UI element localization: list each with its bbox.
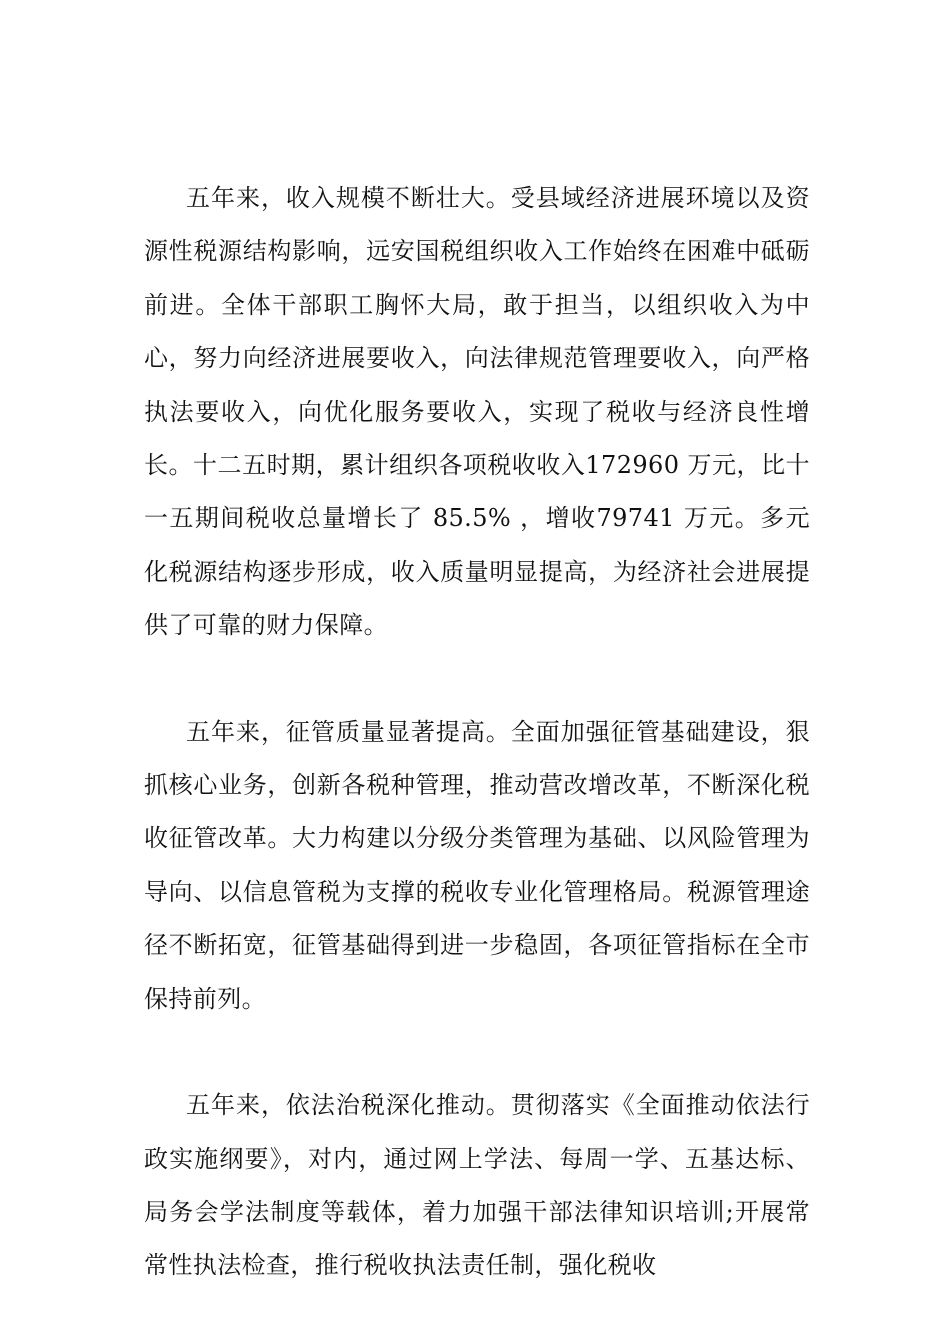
paragraph-rule-of-law: 五年来，依法治税深化推动。贯彻落实《全面推动依法行政实施纲要》，对内，通过网上学法、每周一学、五基达标、局务会学法制度等载体，着力加强干部法律知识培训;开展常常性执法检查，推行税收执法责任制，强化税收 (144, 1091, 810, 1280)
document-body (144, 172, 810, 1293)
paragraph-collection-quality: 五年来，征管质量显著提高。全面加强征管基础建设，狠抓核心业务，创新各税种管理，推动营改增改革，不断深化税收征管改革。大力构建以分级分类管理为基础、以风险管理为导向、以信息管税为支撑的税收专业化管理格局。税源管理途径不断拓宽，征管基础得到进一步稳固，各项征管指标在全市保持前列。 (144, 717, 810, 1013)
paragraph-revenue: 五年来，收入规模不断壮大。受县域经济进展环境以及资源性税源结构影响，远安国税组织收入工作始终在困难中砥砺前进。全体干部职工胸怀大局，敢于担当，以组织收入为中心，努力向经济进展要收入，向法律规范管理要收入，向严格执法要收入，向优化服务要收入，实现了税收与经济良性增长。十二五时期，累计组织各项税收收入172960 万元，比十一五期间税收总量增长了 85.5% ，增收79741 万元。多元化税源结构逐步形成，收入质量明显提高，为经济社会进展提供了可靠的财力保障。 (144, 184, 810, 640)
